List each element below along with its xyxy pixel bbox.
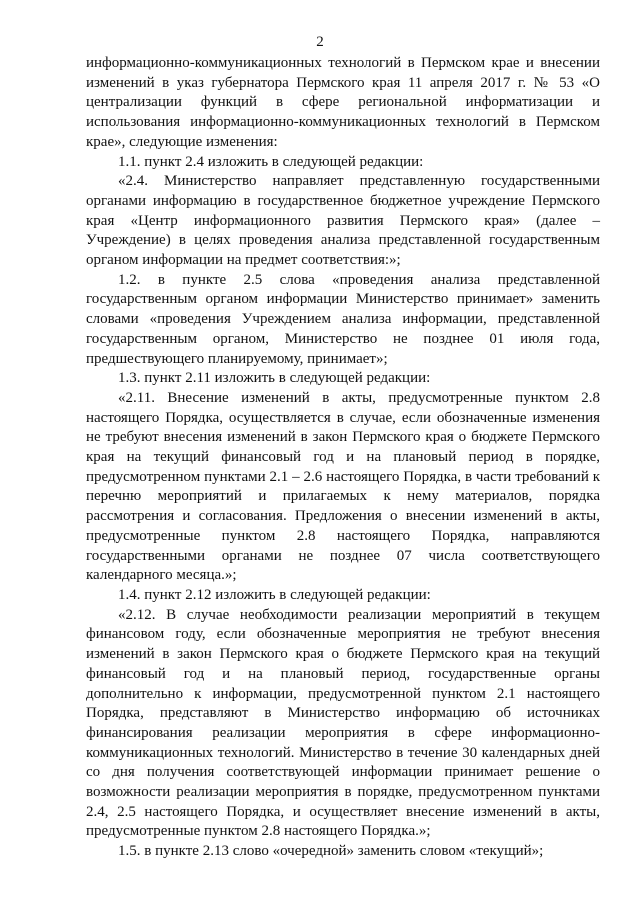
paragraph-1-3: 1.3. пункт 2.11 изложить в следующей редакции: [118, 370, 431, 387]
paragraph-2-4-text: «2.4. Министерство направляет представленную государственными органами информацию в государственное бюджетное учреждение Пермского края «Центр информационного развития Пермского края» (далее – Учреждение) в целях проведения анализа представленной государственным органом информации на предмет соответствия:»; [86, 173, 600, 269]
paragraph-1-2: 1.2. в пункте 2.5 слова «проведения анализа представленной государственным органом информации Министерство принимает» заменить словами «проведения Учреждением анализа информации, представленной государственным органом, Министерство не позднее 01 июля года, предшествующего планируемому, принимает»; [86, 271, 600, 367]
paragraph-1-1: 1.1. пункт 2.4 изложить в следующей редакции: [118, 153, 424, 170]
page-number: 2 [316, 34, 324, 50]
document-body [86, 54, 600, 862]
paragraph-1-4: 1.4. пункт 2.12 изложить в следующей редакции: [118, 586, 431, 603]
paragraph-2-12-text: «2.12. В случае необходимости реализации мероприятий в текущем финансовом году, если обозначенные мероприятия не требуют внесения изменений в закон Пермского края о бюджете Пермского края на текущий финансовый год и на плановый период, государственные органы дополнительно к информации, предусмотренной пунктом 2.1 настоящего Порядка, представляют в Министерство информацию об источниках финансирования реализации мероприятия в сфере информационно-коммуникационных технологий. Министерство в течение 30 календарных дней со дня получения соответствующей информации принимает решение о возможности реализации мероприятия в порядке, предусмотренном пунктами 2.4, 2.5 настоящего Порядка, и осуществляет внесение изменений в акты, предусмотренные пунктом 2.8 настоящего Порядка.»; [86, 606, 600, 840]
paragraph-1-5: 1.5. в пункте 2.13 слово «очередной» заменить словом «текущий»; [118, 843, 544, 860]
paragraph-2-11-text: «2.11. Внесение изменений в акты, предусмотренные пунктом 2.8 настоящего Порядка, осуществляется в случае, если обозначенные изменения не требуют внесения изменений в закон Пермского края о бюджете Пермского края на текущий финансовый год и на плановый период в порядке, предусмотренном пунктами 2.1 – 2.6 настоящего Порядка, в части требований к перечню мероприятий и прилагаемых к нему материалов, порядка рассмотрения и согласования. Предложения о внесении изменений в акты, предусмотренные пунктом 2.8 настоящего Порядка, направляются государственными органами не позднее 07 числа соответствующего календарного месяца.»; [86, 389, 600, 584]
paragraph-intro: информационно-коммуникационных технологий в Пермском крае и внесении изменений в указ губернатора Пермского края 11 апреля 2017 г. № 53 «О централизации функций в сфере региональной информатизации и использования информационно-коммуникационных технологий в Пермском крае», следующие изменения: [86, 55, 600, 150]
